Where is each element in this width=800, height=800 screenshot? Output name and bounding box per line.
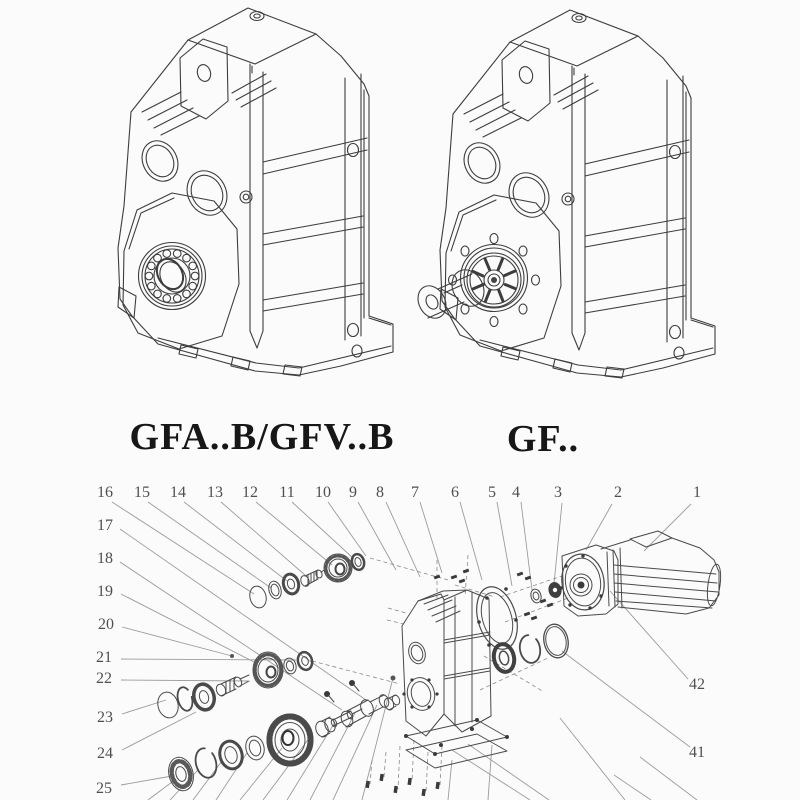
callout-11: 11 — [279, 484, 295, 501]
callout-numbers-left — [96, 517, 114, 797]
callout-24: 24 — [97, 745, 113, 762]
gear-housing — [365, 590, 509, 796]
intermediate-shaft-parts — [155, 650, 314, 720]
callout-1: 1 — [693, 484, 701, 501]
callout-13: 13 — [207, 484, 223, 501]
callout-12: 12 — [242, 484, 258, 501]
callout-9: 9 — [349, 484, 357, 501]
callout-19: 19 — [97, 583, 113, 600]
motor-assembly — [558, 531, 723, 616]
model-label-right: GF.. — [506, 418, 580, 460]
input-shaft-parts — [247, 553, 365, 610]
exploded-view — [96, 484, 723, 800]
callout-15: 15 — [134, 484, 150, 501]
callout-16: 16 — [97, 484, 113, 501]
assembly-axis-lines — [312, 555, 568, 792]
flange-gasket — [470, 582, 524, 654]
callout-23: 23 — [97, 709, 113, 726]
callout-7: 7 — [411, 484, 419, 501]
callout-6: 6 — [451, 484, 459, 501]
gearbox-drawing-gf — [413, 10, 715, 378]
callout-22: 22 — [96, 670, 112, 687]
callout-18: 18 — [97, 550, 113, 567]
callout-3: 3 — [554, 484, 562, 501]
callout-20: 20 — [98, 616, 114, 633]
callout-2: 2 — [614, 484, 622, 501]
callout-5: 5 — [488, 484, 496, 501]
callout-10: 10 — [315, 484, 331, 501]
callout-8: 8 — [376, 484, 384, 501]
callout-17: 17 — [97, 517, 113, 534]
callout-25: 25 — [96, 780, 112, 797]
callout-21: 21 — [96, 649, 112, 666]
callout-41: 41 — [689, 744, 705, 761]
model-label-left: GFA..B/GFV..B — [129, 416, 395, 458]
callout-numbers-right — [689, 676, 705, 761]
callout-4: 4 — [512, 484, 520, 501]
callout-14: 14 — [170, 484, 186, 501]
callout-numbers-top — [97, 484, 701, 501]
output-shaft-parts — [165, 680, 401, 794]
callout-42: 42 — [689, 676, 705, 693]
gearbox-drawing-gfab — [118, 8, 393, 376]
